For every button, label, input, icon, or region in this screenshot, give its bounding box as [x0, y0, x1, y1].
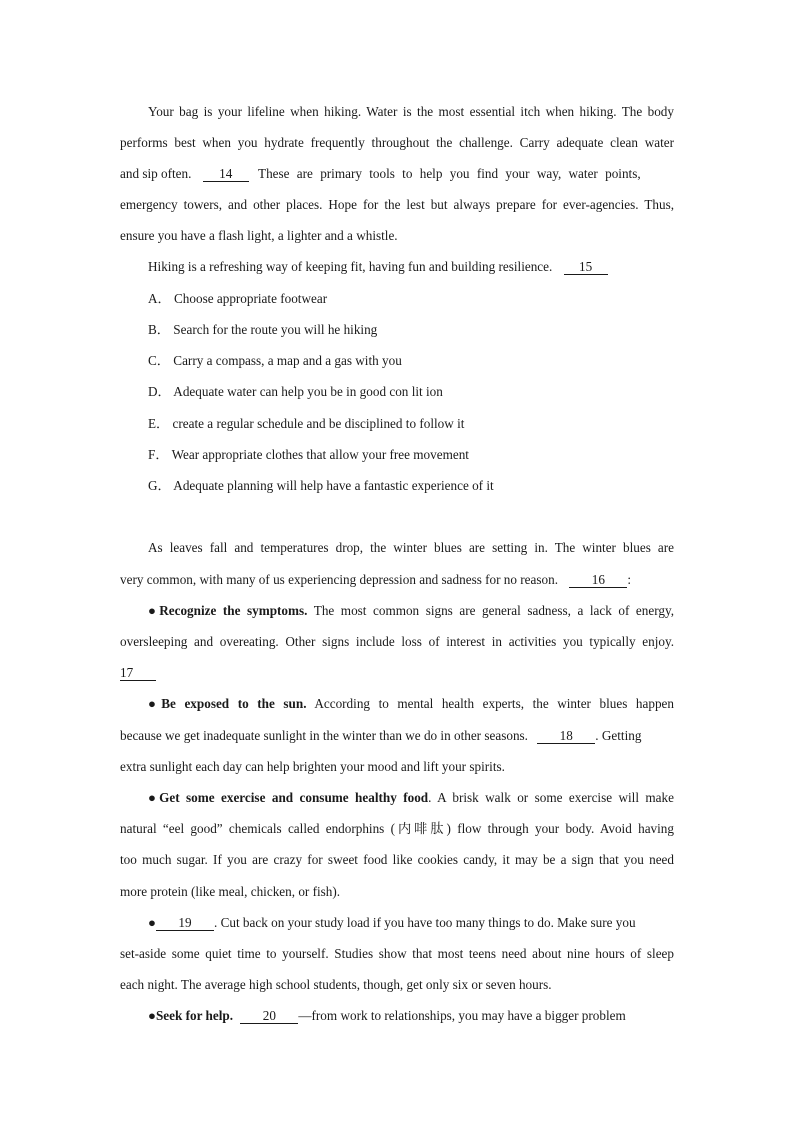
- option-b[interactable]: [148, 321, 674, 339]
- bullet-2-line-2b: . Getting: [595, 728, 642, 743]
- option-text: Search for the route you will he hiking: [173, 322, 378, 337]
- bullet-4-line-3: each night. The average high school students, though, get only six or seven hours.: [120, 977, 552, 992]
- bullet-5-heading: ●Seek for help.: [148, 1008, 234, 1023]
- bullet-4-text: . Cut back on your study load if you have too many things to do. Make sure you: [213, 915, 636, 930]
- option-text: Carry a compass, a map and a gas with you: [173, 353, 402, 368]
- colon: :: [627, 572, 631, 587]
- bullet-2-line-2: [120, 727, 674, 745]
- option-text: create a regular schedule and be disciplined to follow it: [172, 416, 465, 431]
- option-d[interactable]: [148, 383, 674, 401]
- answer-blank-20[interactable]: 20: [240, 1008, 298, 1024]
- bullet-4-line-1: [148, 914, 674, 932]
- option-text: Wear appropriate clothes that allow your free movement: [171, 447, 469, 462]
- passage1-line-6: [148, 258, 674, 276]
- bullet-2-heading: ●Be exposed to the sun.: [148, 696, 307, 711]
- option-e[interactable]: [148, 415, 674, 433]
- option-letter: D．: [148, 384, 171, 399]
- passage1-line-3: [120, 165, 674, 183]
- answer-blank-19[interactable]: 19: [156, 915, 214, 931]
- answer-blank-16[interactable]: 16: [569, 572, 627, 588]
- passage1-line-2: performs best when you hydrate frequently throughout the challenge. Carry adequate clean water: [120, 135, 674, 150]
- bullet-2-line-1: [148, 695, 674, 713]
- bullet-2-line-3: extra sunlight each day can help brighten your mood and lift your spirits.: [120, 759, 505, 774]
- option-letter: E．: [148, 416, 170, 431]
- passage1-line-5: ensure you have a flash light, a lighter and a whistle.: [120, 228, 398, 243]
- answer-blank-17[interactable]: 17: [120, 665, 156, 681]
- option-g[interactable]: [148, 477, 674, 495]
- bullet-1-heading: ●Recognize the symptoms.: [148, 603, 308, 618]
- bullet-3-text: . A brisk walk or some exercise will make: [428, 790, 674, 805]
- option-text: Adequate planning will help have a fantastic experience of it: [173, 478, 494, 493]
- option-letter: G．: [148, 478, 171, 493]
- passage1-line-1: Your bag is your lifeline when hiking. Water is the most essential itch when hiking. The body: [148, 104, 674, 119]
- option-letter: C．: [148, 353, 170, 368]
- option-text: Choose appropriate footwear: [174, 291, 328, 306]
- option-letter: A．: [148, 291, 171, 306]
- passage2-para1-line-1: As leaves fall and temperatures drop, the winter blues are setting in. The winter blues are: [148, 540, 674, 555]
- bullet-1-text: The most common signs are general sadness, a lack of energy,: [313, 603, 674, 618]
- bullet-2-line-2a: because we get inadequate sunlight in the winter than we do in other seasons.: [120, 728, 528, 743]
- passage1-line-3a: and sip often.: [120, 166, 192, 181]
- passage2-para1-line-2: [120, 571, 674, 589]
- answer-blank-18[interactable]: 18: [537, 728, 595, 744]
- option-c[interactable]: [148, 352, 674, 370]
- bullet-5-text: —from work to relationships, you may have a bigger problem: [298, 1008, 626, 1023]
- bullet-3-line-1: [148, 789, 674, 807]
- bullet-4-bullet: ●: [148, 915, 156, 930]
- option-a[interactable]: [148, 290, 674, 308]
- bullet-4-line-2: set-aside some quiet time to yourself. Studies show that most teens need about nine hours of sleep: [120, 946, 674, 961]
- passage2-para1-line-2-text: very common, with many of us experiencing depression and sadness for no reason.: [120, 572, 559, 587]
- bullet-2-text: According to mental health experts, the winter blues happen: [314, 696, 674, 711]
- bullet-5-line-1: [148, 1007, 674, 1025]
- bullet-1-line-2: oversleeping and overeating. Other signs include loss of interest in activities you typically enjoy.: [120, 634, 674, 649]
- option-letter: B．: [148, 322, 170, 337]
- option-f[interactable]: [148, 446, 674, 464]
- answer-blank-15[interactable]: 15: [564, 259, 608, 275]
- bullet-3-heading: ●Get some exercise and consume healthy food: [148, 790, 429, 805]
- passage1-line-3b: These are primary tools to help you find your way, water points,: [258, 166, 641, 181]
- passage1-line-6a: Hiking is a refreshing way of keeping fit, having fun and building resilience.: [148, 259, 553, 274]
- bullet-3-line-3: too much sugar. If you are crazy for sweet food like cookies candy, it may be a sign that you need: [120, 852, 674, 867]
- bullet-3-line-4: more protein (like meal, chicken, or fish).: [120, 884, 341, 899]
- answer-blank-14[interactable]: 14: [203, 166, 249, 182]
- bullet-1-line-1: [148, 602, 674, 620]
- bullet-3-line-2: natural “eel good” chemicals called endorphins (内啡肽) flow through your body. Avoid having: [120, 821, 674, 836]
- bullet-1-line-3: [120, 664, 674, 682]
- passage1-line-4: emergency towers, and other places. Hope for the lest but always prepare for ever-agencies. Thus,: [120, 197, 674, 212]
- option-letter: F．: [148, 447, 169, 462]
- option-text: Adequate water can help you be in good con lit ion: [173, 384, 443, 399]
